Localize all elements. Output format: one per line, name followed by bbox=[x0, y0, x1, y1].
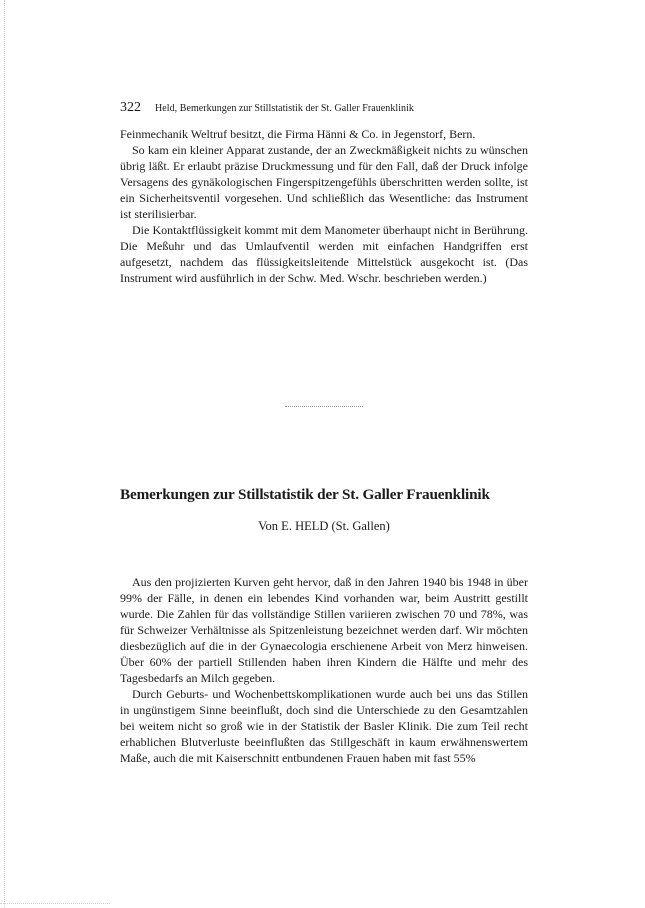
paragraph: Die Kontaktflüssigkeit kommt mit dem Manometer überhaupt nicht in Berührung. Die Meßuhr und das Umlaufventil werden mit einfachen Handgriffen erst aufgesetzt, nachdem das flüssigkeitsleitende Mittelstück ausgekocht ist. (Das Instrument wird ausführlich in der Schw. Med. Wschr. beschrieben werden.) bbox=[120, 223, 528, 285]
page-number: 322 bbox=[120, 100, 141, 115]
preceding-article-text bbox=[120, 126, 528, 286]
running-head bbox=[120, 98, 530, 116]
article-body bbox=[120, 574, 528, 766]
page-edge bbox=[4, 0, 5, 908]
paragraph: Durch Geburts- und Wochenbettskomplikationen wurde auch bei uns das Stillen in ungünstigem Sinne beeinflußt, doch sind die Unterschiede zu den Gesamtzahlen bei weitem nicht so groß wie in der Statistik der Basler Klinik. Die zum Teil recht erhablichen Blutverluste beeinflußten das Stillgeschäft in kaum erwähnenswertem Maße, auch die mit Kaiserschnitt entbundenen Frauen haben mit fast 55% bbox=[120, 687, 528, 765]
paragraph: Aus den projizierten Kurven geht hervor, daß in den Jahren 1940 bis 1948 in über 99% der Fälle, in denen ein lebendes Kind vorhanden war, beim Austritt gestillt wurde. Die Zahlen für das vollständige Stillen variieren zwischen 70 und 78%, was für Schweizer Verhältnisse als Spitzenleistung bezeichnet werden darf. Wir möchten diesbezüglich auf die in der Gynaecologia erschienene Arbeit von Merz hinweisen. Über 60% der partiell Stillenden haben ihren Kindern die Hälfte und mehr des Tagesbedarfs an Milch gegeben. bbox=[120, 575, 528, 685]
paragraph: Feinmechanik Weltruf besitzt, die Firma Hänni & Co. in Jegenstorf, Bern. bbox=[120, 127, 476, 141]
page-edge-bottom bbox=[0, 903, 110, 904]
section-separator bbox=[285, 406, 363, 407]
article-byline: Von E. HELD (St. Gallen) bbox=[258, 519, 390, 533]
running-title: Held, Bemerkungen zur Stillstatistik der St. Galler Frauenklinik bbox=[155, 103, 414, 114]
article-title: Bemerkungen zur Stillstatistik der St. Galler Frauenklinik bbox=[120, 486, 490, 503]
paragraph: So kam ein kleiner Apparat zustande, der an Zweckmäßigkeit nichts zu wünschen übrig läßt. Er erlaubt präzise Druckmessung und für den Fall, daß der Druck infolge Versagens des gynäkologischen Fingerspitzengefühls überschritten werden sollte, ist ein Sicherheitsventil vorgesehen. Und schließlich das Wesentliche: das Instrument ist sterilisierbar. bbox=[120, 143, 528, 221]
